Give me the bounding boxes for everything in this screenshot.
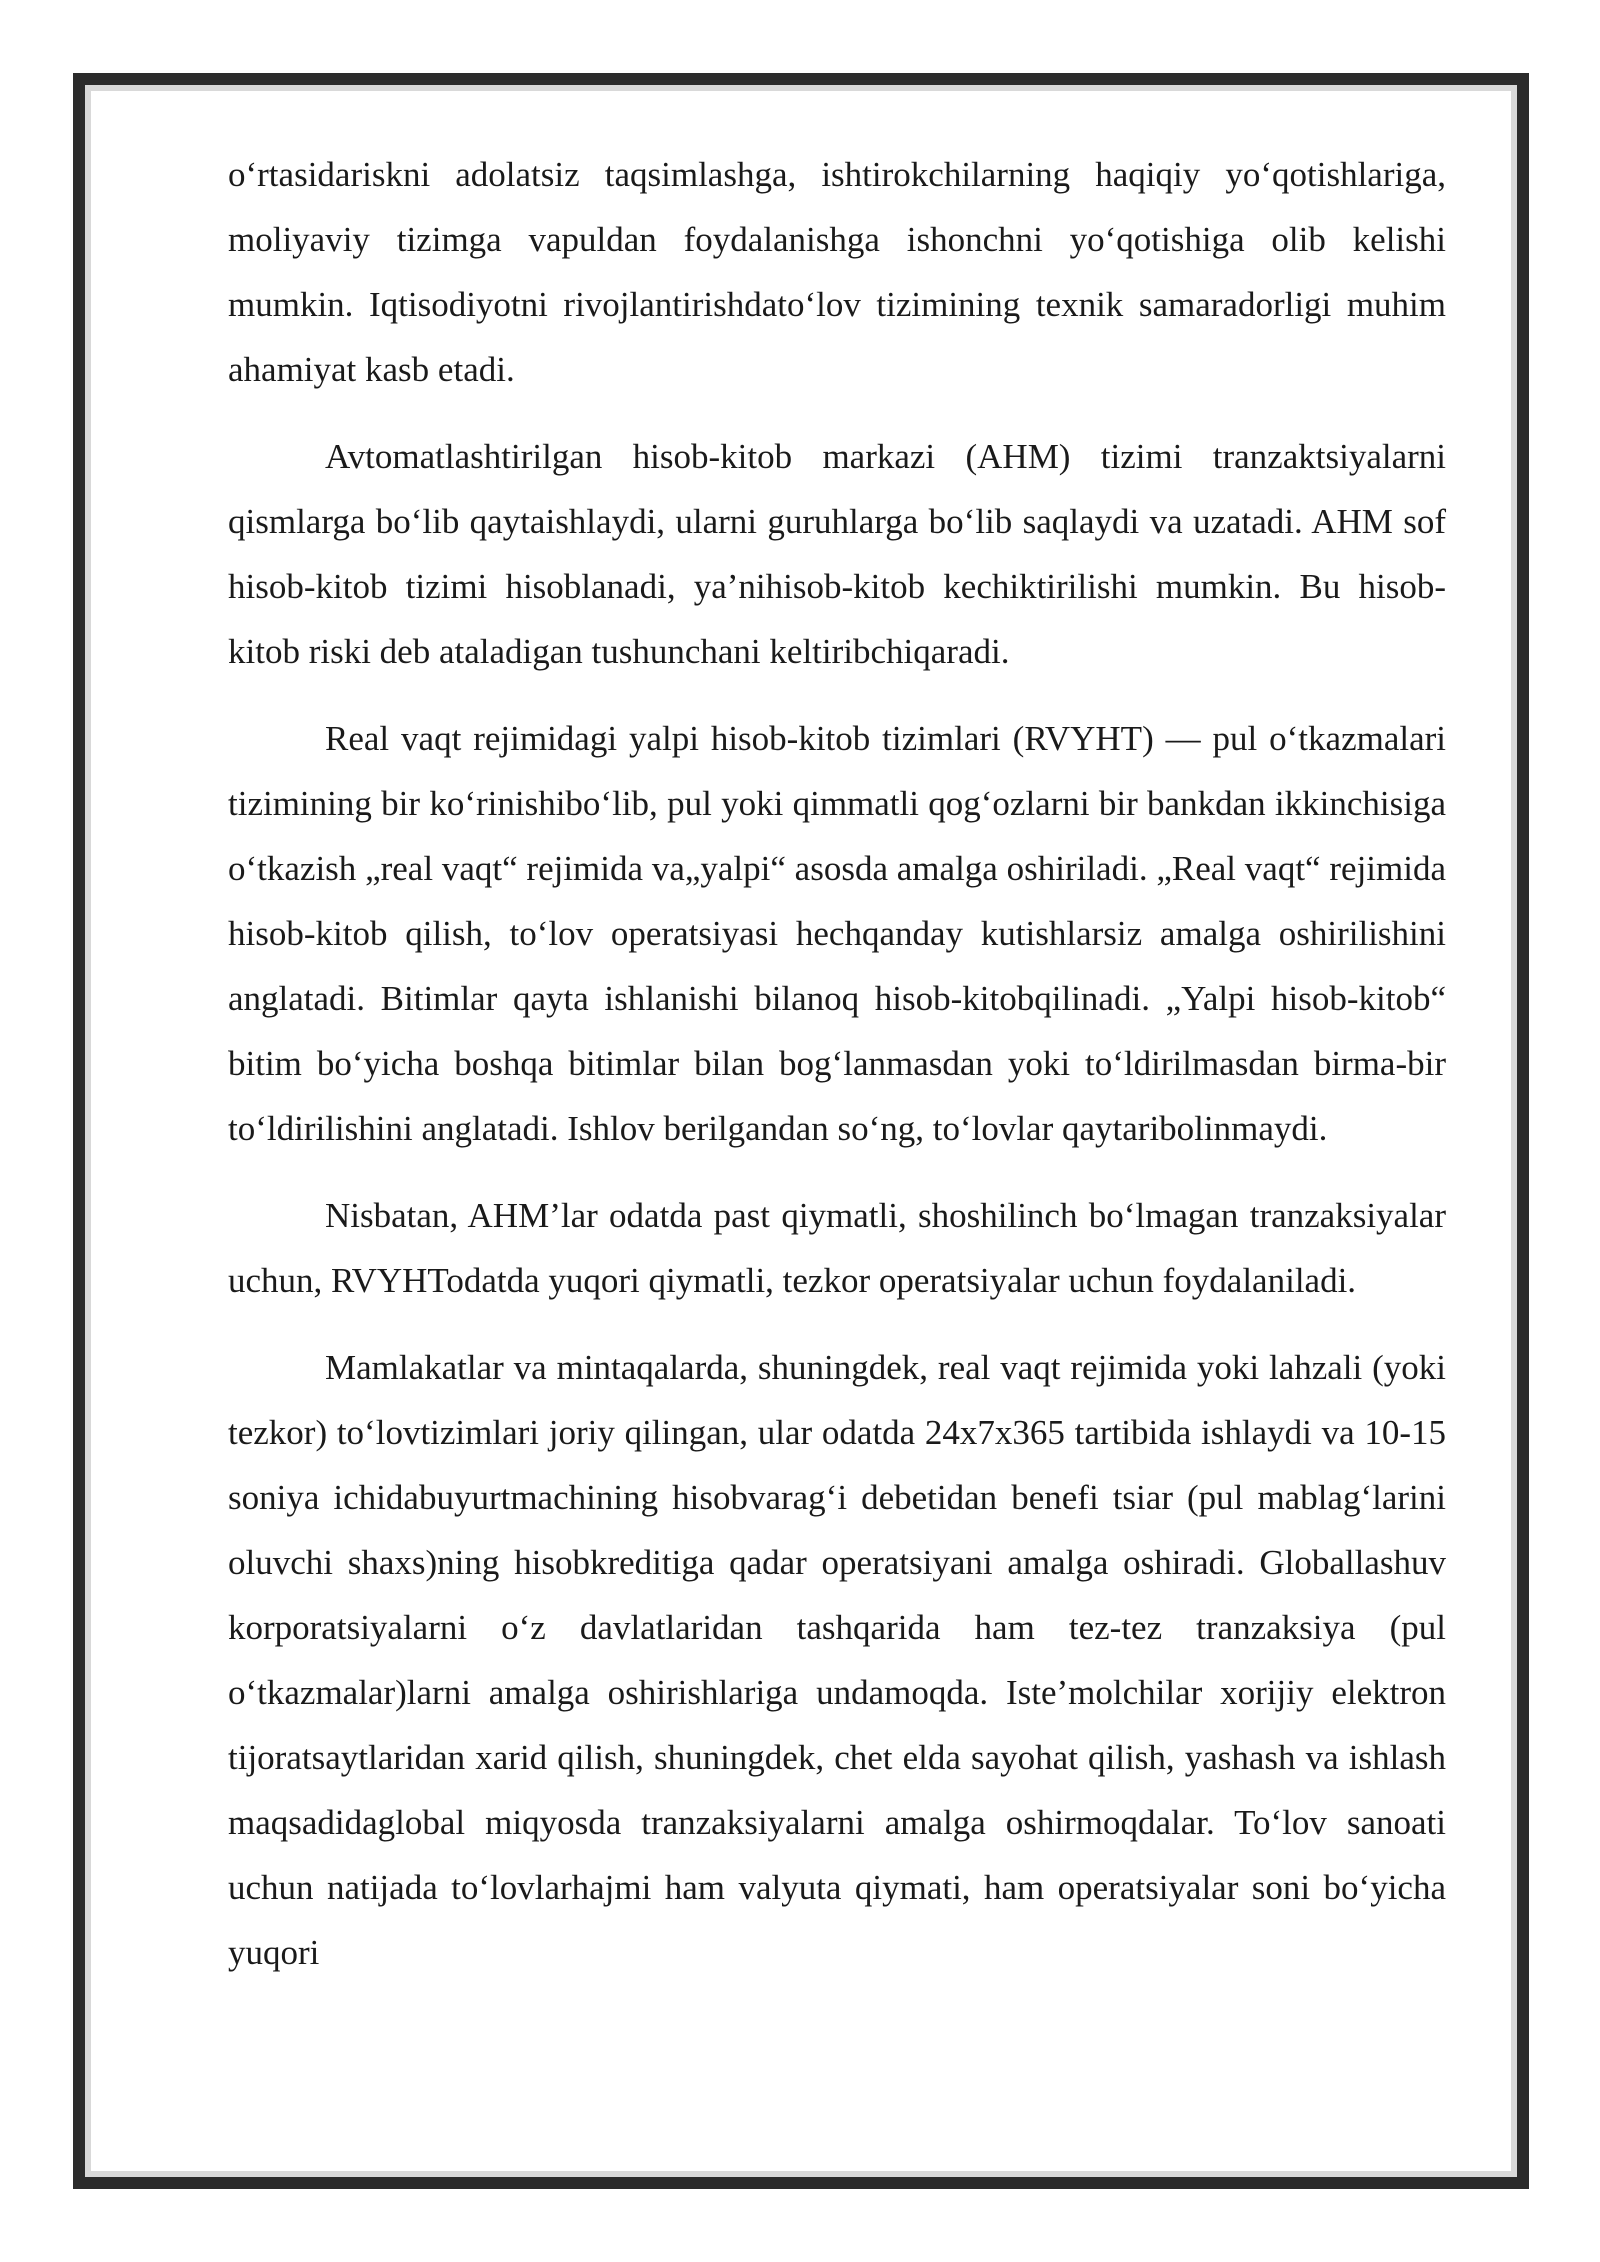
- paragraph-1: o‘rtasidariskni adolatsiz taqsimlashga, ishtirokchilarning haqiqiy yo‘qotishlariga, moliyaviy tizimga vapuldan foydalanishga ishonchni yo‘qotishiga olib kelishi mumkin. Iqtisodiyotni rivojlantirishdato‘lov tizimining texnik samaradorligi muhim ahamiyat kasb etadi.: [228, 155, 1446, 389]
- paragraph-3: Real vaqt rejimidagi yalpi hisob-kitob tizimlari (RVYHT) — pul o‘tkazmalari tizimining bir ko‘rinishibo‘lib, pul yoki qimmatli qog‘ozlarni bir bankdan ikkinchisiga o‘tkazish „real vaqt“ rejimida va„yalpi“ asosda amalga oshiriladi. „Real vaqt“ rejimida hisob-kitob qilish, to‘lov operatsiyasi hechqanday kutishlarsiz amalga oshirilishini anglatadi. Bitimlar qayta ishlanishi bilanoq hisob-kitobqilinadi. „Yalpi hisob-kitob“ bitim bo‘yicha boshqa bitimlar bilan bog‘lanmasdan yoki to‘ldirilmasdan birma-bir to‘ldirilishini anglatadi. Ishlov berilgandan so‘ng, to‘lovlar qaytaribolinmaydi.: [228, 719, 1446, 1148]
- paragraph-4: Nisbatan, AHM’lar odatda past qiymatli, shoshilinch bo‘lmagan tranzaksiyalar uchun, RVYHTodatda yuqori qiymatli, tezkor operatsiyalar uchun foydalaniladi.: [228, 1196, 1446, 1300]
- document-body: [228, 142, 1446, 2007]
- paragraph-5: Mamlakatlar va mintaqalarda, shuningdek, real vaqt rejimida yoki lahzali (yoki tezkor) to‘lovtizimlari joriy qilingan, ular odatda 24x7x365 tartibida ishlaydi va 10-15 soniya ichidabuyurtmachining hisobvarag‘i debetidan benefi tsiar (pul mablag‘larini oluvchi shaxs)ning hisobkreditiga qadar operatsiyani amalga oshiradi. Globallashuv korporatsiyalarni o‘z davlatlaridan tashqarida ham tez-tez tranzaksiya (pul o‘tkazmalar)larni amalga oshirishlariga undamoqda. Iste’molchilar xorijiy elektron tijoratsaytlaridan xarid qilish, shuningdek, chet elda sayohat qilish, yashash va ishlash maqsadidaglobal miqyosda tranzaksiyalarni amalga oshirmoqdalar. To‘lov sanoati uchun natijada to‘lovlarhajmi ham valyuta qiymati, ham operatsiyalar soni bo‘yicha yuqori: [228, 1348, 1446, 1972]
- paragraph-2: Avtomatlashtirilgan hisob-kitob markazi (AHM) tizimi tranzaktsiyalarni qismlarga bo‘lib qaytaishlaydi, ularni guruhlarga bo‘lib saqlaydi va uzatadi. AHM sof hisob-kitob tizimi hisoblanadi, ya’nihisob-kitob kechiktirilishi mumkin. Bu hisob-kitob riski deb ataladigan tushunchani keltiribchiqaradi.: [228, 437, 1446, 671]
